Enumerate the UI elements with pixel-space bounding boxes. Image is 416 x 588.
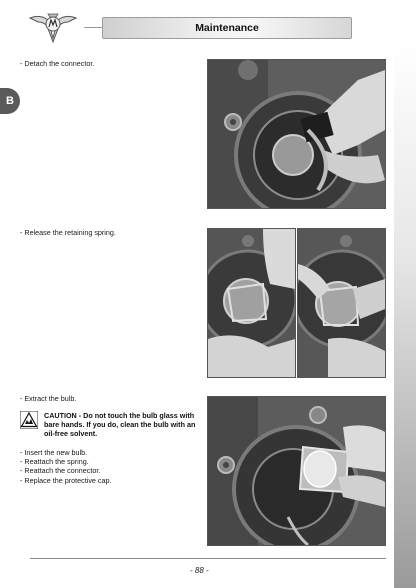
photo-release-spring-left — [207, 228, 296, 378]
list-item: - Reattach the connector. — [20, 466, 101, 476]
caution-block — [20, 411, 202, 439]
brand-logo-icon — [28, 8, 78, 44]
step-extract-bulb: - Extract the bulb. — [20, 394, 77, 403]
list-item: - Insert the new bulb. — [20, 448, 88, 457]
page-number: - 88 - — [190, 566, 209, 575]
page-title: Maintenance — [102, 17, 352, 39]
footer-rule — [30, 558, 386, 559]
list-item: - Reattach the spring. — [20, 457, 89, 467]
side-gradient-strip — [394, 40, 416, 588]
photo-release-spring-right — [297, 228, 386, 378]
warning-icon — [20, 411, 38, 429]
photo-extract-bulb — [207, 396, 386, 546]
step-detach-connector: - Detach the connector. — [20, 59, 95, 68]
reassembly-steps-list — [20, 448, 112, 485]
caution-text: CAUTION - Do not touch the bulb glass with bare hands. If you do, clean the bulb with an oil-free solvent. — [44, 411, 196, 439]
list-item: - Replace the protective cap. — [20, 475, 112, 485]
photo-detach-connector — [207, 59, 386, 209]
header-rule — [84, 27, 102, 28]
step-release-spring: - Release the retaining spring. — [20, 228, 116, 237]
section-tab: B — [0, 88, 20, 114]
